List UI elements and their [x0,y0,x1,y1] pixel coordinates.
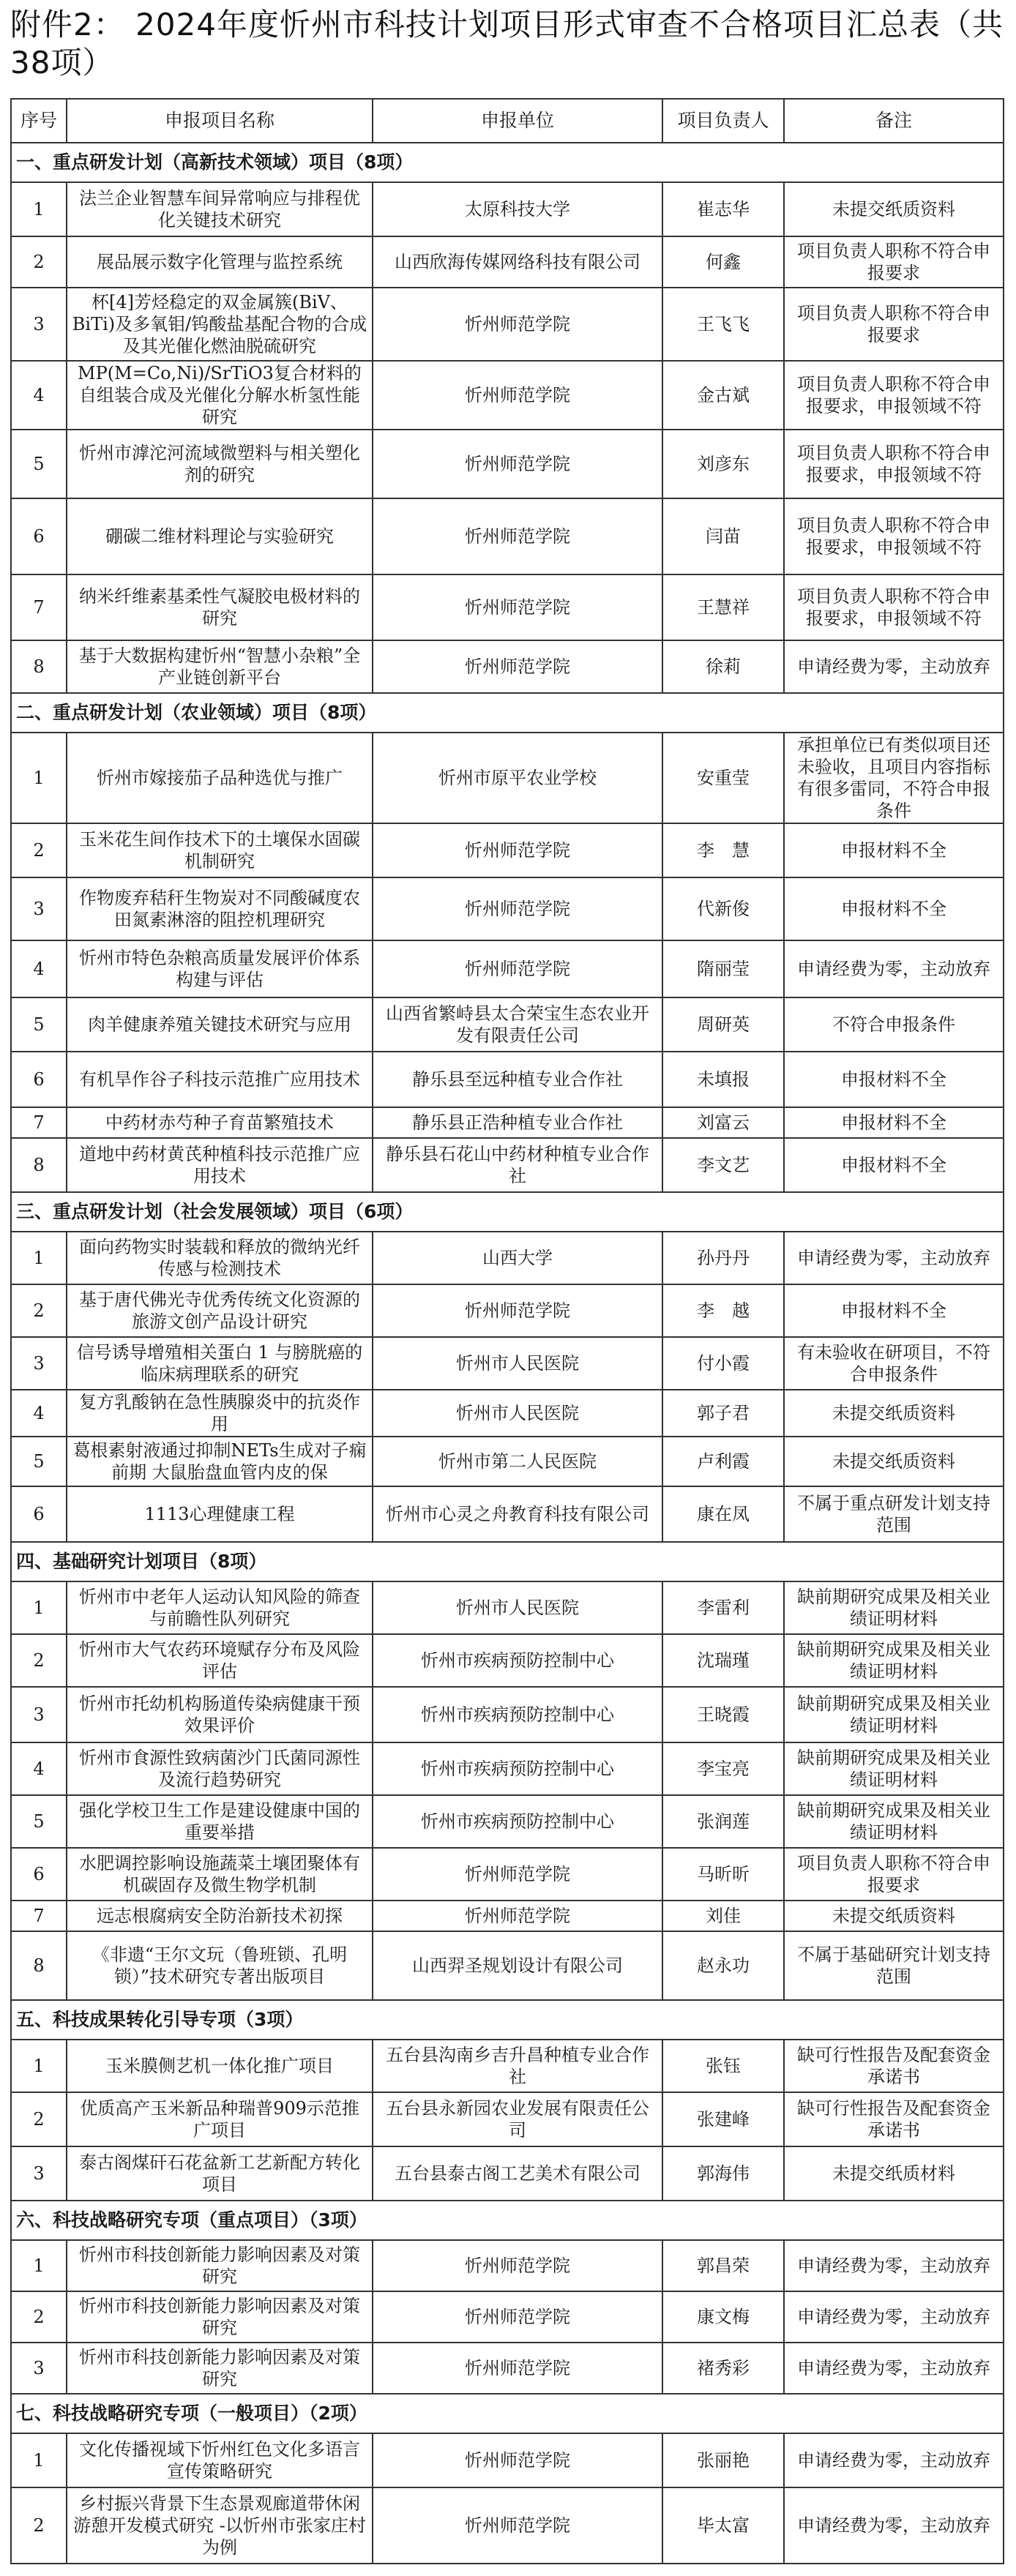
table-row [11,2433,1004,2487]
cell-unit: 忻州市疾病预防控制中心 [373,1687,662,1742]
cell-unit: 忻州师范学院 [373,2487,662,2564]
cell-project: 忻州市食源性致病菌沙门氏菌同源性及流行趋势研究 [67,1742,373,1795]
cell-seq: 2 [11,2487,67,2564]
table-row [11,574,1004,640]
cell-project: 硼碳二维材料理论与实验研究 [67,498,373,574]
cell-project: 优质高产玉米新品种瑞普909示范推广项目 [67,2092,373,2146]
cell-note: 项目负责人职称不符合申报要求，申报领域不符 [784,498,1004,574]
cell-unit: 忻州市人民医院 [373,1337,662,1390]
cell-seq: 2 [11,1284,67,1337]
cell-leader: 张润莲 [662,1795,784,1848]
table-row [11,2092,1004,2146]
cell-unit: 忻州市疾病预防控制中心 [373,1742,662,1795]
cell-project: 乡村振兴背景下生态景观廊道带休闲游憩开发模式研究 -以忻州市张家庄村为例 [67,2487,373,2564]
cell-note: 缺前期研究成果及相关业绩证明材料 [784,1795,1004,1848]
cell-leader: 安重莹 [662,733,784,823]
cell-leader: 何鑫 [662,236,784,288]
cell-project: 忻州市特色杂粮高质量发展评价体系构建与评估 [67,940,373,997]
cell-seq: 7 [11,1901,67,1931]
cell-note: 项目负责人职称不符合申报要求，申报领域不符 [784,574,1004,640]
table-row [11,430,1004,498]
cell-leader: 李 越 [662,1284,784,1337]
cell-unit: 忻州师范学院 [373,877,662,940]
cell-unit: 忻州市第二人民医院 [373,1437,662,1486]
cell-note: 缺前期研究成果及相关业绩证明材料 [784,1742,1004,1795]
cell-note: 申请经费为零，主动放弃 [784,2343,1004,2394]
cell-seq: 1 [11,2433,67,2487]
cell-unit: 忻州师范学院 [373,574,662,640]
table-row [11,2487,1004,2564]
cell-note: 申请经费为零，主动放弃 [784,2240,1004,2291]
table-row [11,1848,1004,1901]
section-header-row [11,1542,1004,1581]
cell-project: 玉米膜侧艺机一体化推广项目 [67,2040,373,2092]
table-row [11,1107,1004,1138]
cell-leader: 李 慧 [662,823,784,877]
cell-leader: 褚秀彩 [662,2343,784,2394]
cell-unit: 静乐县石花山中药材种植专业合作社 [373,1138,662,1192]
section-title: 二、重点研发计划（农业领域）项目（8项） [11,693,1004,733]
section-title: 六、科技战略研究专项（重点项目）（3项） [11,2201,1004,2240]
cell-unit: 山西省繁峙县太合荣宝生态农业开发有限责任公司 [373,997,662,1052]
section-title: 一、重点研发计划（高新技术领域）项目（8项） [11,143,1004,182]
cell-seq: 1 [11,2240,67,2291]
cell-seq: 5 [11,430,67,498]
cell-seq: 8 [11,1931,67,2000]
cell-seq: 2 [11,236,67,288]
cell-unit: 忻州师范学院 [373,1284,662,1337]
table-row [11,1437,1004,1486]
table-row [11,288,1004,361]
cell-leader: 康在凤 [662,1486,784,1542]
section-title: 七、科技战略研究专项（一般项目）（2项） [11,2394,1004,2433]
cell-note: 申报材料不全 [784,1284,1004,1337]
table-row [11,2040,1004,2092]
section-title: 三、重点研发计划（社会发展领域）项目（6项） [11,1192,1004,1232]
cell-seq: 5 [11,1795,67,1848]
cell-note: 不符合申报条件 [784,997,1004,1052]
cell-leader: 付小霞 [662,1337,784,1390]
page-title: 附件2： 2024年度忻州市科技计划项目形式审查不合格项目汇总表（共38项） [10,7,1004,80]
cell-unit: 忻州师范学院 [373,1848,662,1901]
cell-leader: 王慧祥 [662,574,784,640]
cell-project: 忻州市科技创新能力影响因素及对策研究 [67,2240,373,2291]
table-row [11,498,1004,574]
cell-seq: 2 [11,2291,67,2343]
cell-project: 作物废弃秸秆生物炭对不同酸碱度农田氮素淋溶的阻控机理研究 [67,877,373,940]
cell-project: 复方乳酸钠在急性胰腺炎中的抗炎作用 [67,1390,373,1437]
cell-note: 申报材料不全 [784,1107,1004,1138]
table-row [11,1581,1004,1634]
section-header-row [11,2000,1004,2040]
cell-seq: 3 [11,1687,67,1742]
cell-leader: 张建峰 [662,2092,784,2146]
cell-seq: 2 [11,1634,67,1687]
cell-project: 有机旱作谷子科技示范推广应用技术 [67,1052,373,1107]
summary-table [10,98,1004,2564]
cell-unit: 忻州师范学院 [373,1901,662,1931]
cell-project: 强化学校卫生工作是建设健康中国的重要举措 [67,1795,373,1848]
cell-note: 未提交纸质资料 [784,1901,1004,1931]
cell-note: 不属于重点研发计划支持范围 [784,1486,1004,1542]
cell-leader: 李文艺 [662,1138,784,1192]
cell-leader: 崔志华 [662,182,784,236]
cell-project: 玉米花生间作技术下的土壤保水固碳机制研究 [67,823,373,877]
section-header-row [11,143,1004,182]
cell-note: 申报材料不全 [784,823,1004,877]
cell-note: 未提交纸质材料 [784,2146,1004,2201]
table-header-row [11,99,1004,143]
header-project: 申报项目名称 [67,99,373,143]
cell-seq: 6 [11,1848,67,1901]
cell-seq: 5 [11,1437,67,1486]
table-row [11,997,1004,1052]
table-row [11,2343,1004,2394]
cell-project: MP(M=Co,Ni)/SrTiO3复合材料的自组装合成及光催化分解水析氢性能研究 [67,361,373,430]
cell-leader: 闫苗 [662,498,784,574]
cell-project: 法兰企业智慧车间异常响应与排程优化关键技术研究 [67,182,373,236]
cell-seq: 1 [11,733,67,823]
cell-project: 远志根腐病安全防治新技术初探 [67,1901,373,1931]
cell-project: 基于大数据构建忻州“智慧小杂粮”全产业链创新平台 [67,640,373,693]
table-row [11,1138,1004,1192]
cell-seq: 4 [11,1742,67,1795]
cell-project: 忻州市嫁接茄子品种选优与推广 [67,733,373,823]
cell-unit: 忻州市人民医院 [373,1581,662,1634]
cell-note: 未提交纸质资料 [784,1390,1004,1437]
cell-note: 项目负责人职称不符合申报要求，申报领域不符 [784,361,1004,430]
cell-leader: 刘佳 [662,1901,784,1931]
cell-note: 申请经费为零，主动放弃 [784,2487,1004,2564]
cell-seq: 2 [11,2092,67,2146]
table-row [11,1486,1004,1542]
table-row [11,1795,1004,1848]
cell-note: 未提交纸质资料 [784,182,1004,236]
cell-leader: 徐莉 [662,640,784,693]
cell-note: 项目负责人职称不符合申报要求 [784,288,1004,361]
cell-note: 申报材料不全 [784,1138,1004,1192]
cell-project: 面向药物实时装载和释放的微纳光纤传感与检测技术 [67,1232,373,1284]
cell-unit: 忻州师范学院 [373,940,662,997]
cell-leader: 金古斌 [662,361,784,430]
cell-note: 不属于基础研究计划支持范围 [784,1931,1004,2000]
cell-note: 项目负责人职称不符合申报要求 [784,1848,1004,1901]
cell-unit: 五台县沟南乡吉升昌种植专业合作社 [373,2040,662,2092]
table-row [11,2240,1004,2291]
cell-leader: 李宝亮 [662,1742,784,1795]
cell-leader: 未填报 [662,1052,784,1107]
cell-leader: 李雷利 [662,1581,784,1634]
cell-leader: 张丽艳 [662,2433,784,2487]
cell-seq: 1 [11,1581,67,1634]
cell-project: 文化传播视域下忻州红色文化多语言宣传策略研究 [67,2433,373,2487]
cell-leader: 赵永功 [662,1931,784,2000]
cell-seq: 3 [11,2343,67,2394]
cell-note: 承担单位已有类似项目还未验收，且项目内容指标有很多雷同，不符合申报条件 [784,733,1004,823]
cell-leader: 张钰 [662,2040,784,2092]
cell-seq: 1 [11,2040,67,2092]
cell-note: 缺可行性报告及配套资金承诺书 [784,2092,1004,2146]
cell-note: 申报材料不全 [784,1052,1004,1107]
cell-project: 道地中药材黄芪种植科技示范推广应用技术 [67,1138,373,1192]
cell-project: 忻州市科技创新能力影响因素及对策研究 [67,2291,373,2343]
cell-note: 缺前期研究成果及相关业绩证明材料 [784,1687,1004,1742]
cell-project: 杯[4]芳烃稳定的双金属簇(BiV、BiTi)及多氧钼/钨酸盐基配合物的合成及其光催化燃油脱硫研究 [67,288,373,361]
cell-unit: 忻州师范学院 [373,640,662,693]
cell-note: 项目负责人职称不符合申报要求，申报领域不符 [784,430,1004,498]
table-row [11,1687,1004,1742]
table-row [11,1052,1004,1107]
table-row [11,236,1004,288]
cell-unit: 忻州师范学院 [373,2433,662,2487]
cell-unit: 静乐县至远种植专业合作社 [373,1052,662,1107]
cell-seq: 3 [11,1337,67,1390]
cell-unit: 忻州市人民医院 [373,1390,662,1437]
cell-note: 缺可行性报告及配套资金承诺书 [784,2040,1004,2092]
cell-seq: 7 [11,574,67,640]
cell-unit: 忻州师范学院 [373,288,662,361]
cell-unit: 五台县永新园农业发展有限责任公司 [373,2092,662,2146]
cell-leader: 卢利霞 [662,1437,784,1486]
section-header-row [11,2201,1004,2240]
cell-seq: 6 [11,1052,67,1107]
cell-seq: 1 [11,182,67,236]
cell-unit: 忻州市心灵之舟教育科技有限公司 [373,1486,662,1542]
cell-unit: 忻州市疾病预防控制中心 [373,1634,662,1687]
cell-seq: 3 [11,877,67,940]
cell-leader: 刘彦东 [662,430,784,498]
table-row [11,1232,1004,1284]
cell-seq: 8 [11,640,67,693]
table-row [11,733,1004,823]
cell-unit: 山西大学 [373,1232,662,1284]
cell-leader: 代新俊 [662,877,784,940]
cell-seq: 7 [11,1107,67,1138]
cell-unit: 山西羿圣规划设计有限公司 [373,1931,662,2000]
cell-note: 未提交纸质资料 [784,1437,1004,1486]
table-row [11,877,1004,940]
table-row [11,940,1004,997]
cell-project: 忻州市科技创新能力影响因素及对策研究 [67,2343,373,2394]
table-row [11,2291,1004,2343]
cell-unit: 忻州师范学院 [373,2291,662,2343]
cell-note: 有未验收在研项目，不符合申报条件 [784,1337,1004,1390]
cell-seq: 4 [11,1390,67,1437]
cell-unit: 五台县泰古阁工艺美术有限公司 [373,2146,662,2201]
table-row [11,1284,1004,1337]
cell-seq: 4 [11,940,67,997]
table-row [11,640,1004,693]
cell-unit: 忻州师范学院 [373,2343,662,2394]
cell-project: 《非遗“王尔文玩（鲁班锁、孔明锁）”技术研究专著出版项目 [67,1931,373,2000]
cell-unit: 忻州师范学院 [373,2240,662,2291]
cell-seq: 3 [11,2146,67,2201]
table-row [11,182,1004,236]
cell-seq: 6 [11,1486,67,1542]
cell-unit: 忻州市原平农业学校 [373,733,662,823]
cell-leader: 毕太富 [662,2487,784,2564]
section-header-row [11,2394,1004,2433]
cell-project: 忻州市托幼机构肠道传染病健康干预效果评价 [67,1687,373,1742]
cell-note: 申请经费为零，主动放弃 [784,640,1004,693]
cell-note: 申请经费为零，主动放弃 [784,2291,1004,2343]
cell-leader: 周研英 [662,997,784,1052]
cell-unit: 太原科技大学 [373,182,662,236]
header-unit: 申报单位 [373,99,662,143]
cell-seq: 1 [11,1232,67,1284]
table-body [11,143,1004,2564]
header-leader: 项目负责人 [662,99,784,143]
section-header-row [11,1192,1004,1232]
cell-project: 纳米纤维素基柔性气凝胶电极材料的研究 [67,574,373,640]
cell-project: 基于唐代佛光寺优秀传统文化资源的旅游文创产品设计研究 [67,1284,373,1337]
cell-leader: 王飞飞 [662,288,784,361]
header-seq: 序号 [11,99,67,143]
cell-unit: 静乐县正浩种植专业合作社 [373,1107,662,1138]
cell-seq: 3 [11,288,67,361]
cell-unit: 忻州市疾病预防控制中心 [373,1795,662,1848]
cell-project: 忻州市大气农药环境赋存分布及风险评估 [67,1634,373,1687]
cell-seq: 6 [11,498,67,574]
table-row [11,361,1004,430]
cell-unit: 忻州师范学院 [373,361,662,430]
cell-unit: 忻州师范学院 [373,498,662,574]
cell-project: 水肥调控影响设施蔬菜土壤团聚体有机碳固存及微生物学机制 [67,1848,373,1901]
section-header-row [11,693,1004,733]
cell-seq: 8 [11,1138,67,1192]
cell-seq: 2 [11,823,67,877]
cell-note: 项目负责人职称不符合申报要求 [784,236,1004,288]
cell-leader: 郭子君 [662,1390,784,1437]
cell-leader: 刘富云 [662,1107,784,1138]
cell-leader: 康文梅 [662,2291,784,2343]
table-row [11,1634,1004,1687]
cell-note: 申请经费为零，主动放弃 [784,2433,1004,2487]
cell-project: 中药材赤芍种子育苗繁殖技术 [67,1107,373,1138]
table-row [11,2146,1004,2201]
cell-leader: 郭昌荣 [662,2240,784,2291]
cell-leader: 隋丽莹 [662,940,784,997]
section-title: 五、科技成果转化引导专项（3项） [11,2000,1004,2040]
cell-project: 葛根素射液通过抑制NETs生成对子痫前期 大鼠胎盘血管内皮的保 [67,1437,373,1486]
cell-project: 信号诱导增殖相关蛋白 1 与膀胱癌的临床病理联系的研究 [67,1337,373,1390]
header-note: 备注 [784,99,1004,143]
cell-project: 1113心理健康工程 [67,1486,373,1542]
cell-leader: 郭海伟 [662,2146,784,2201]
cell-leader: 沈瑞瑾 [662,1634,784,1687]
table-row [11,1931,1004,2000]
cell-project: 展品展示数字化管理与监控系统 [67,236,373,288]
table-row [11,1337,1004,1390]
cell-note: 申报材料不全 [784,877,1004,940]
cell-leader: 王晓霞 [662,1687,784,1742]
cell-seq: 5 [11,997,67,1052]
cell-unit: 忻州师范学院 [373,430,662,498]
table-row [11,1742,1004,1795]
cell-project: 忻州市中老年人运动认知风险的筛查与前瞻性队列研究 [67,1581,373,1634]
cell-unit: 山西欣海传媒网络科技有限公司 [373,236,662,288]
cell-project: 肉羊健康养殖关键技术研究与应用 [67,997,373,1052]
cell-seq: 4 [11,361,67,430]
cell-note: 缺前期研究成果及相关业绩证明材料 [784,1634,1004,1687]
cell-project: 忻州市滹沱河流域微塑料与相关塑化剂的研究 [67,430,373,498]
cell-project: 泰古阁煤矸石花盆新工艺新配方转化项目 [67,2146,373,2201]
table-row [11,1901,1004,1931]
cell-leader: 孙丹丹 [662,1232,784,1284]
table-row [11,823,1004,877]
table-row [11,1390,1004,1437]
cell-leader: 马昕昕 [662,1848,784,1901]
cell-note: 申请经费为零，主动放弃 [784,1232,1004,1284]
cell-note: 申请经费为零，主动放弃 [784,940,1004,997]
cell-note: 缺前期研究成果及相关业绩证明材料 [784,1581,1004,1634]
section-title: 四、基础研究计划项目（8项） [11,1542,1004,1581]
cell-unit: 忻州师范学院 [373,823,662,877]
